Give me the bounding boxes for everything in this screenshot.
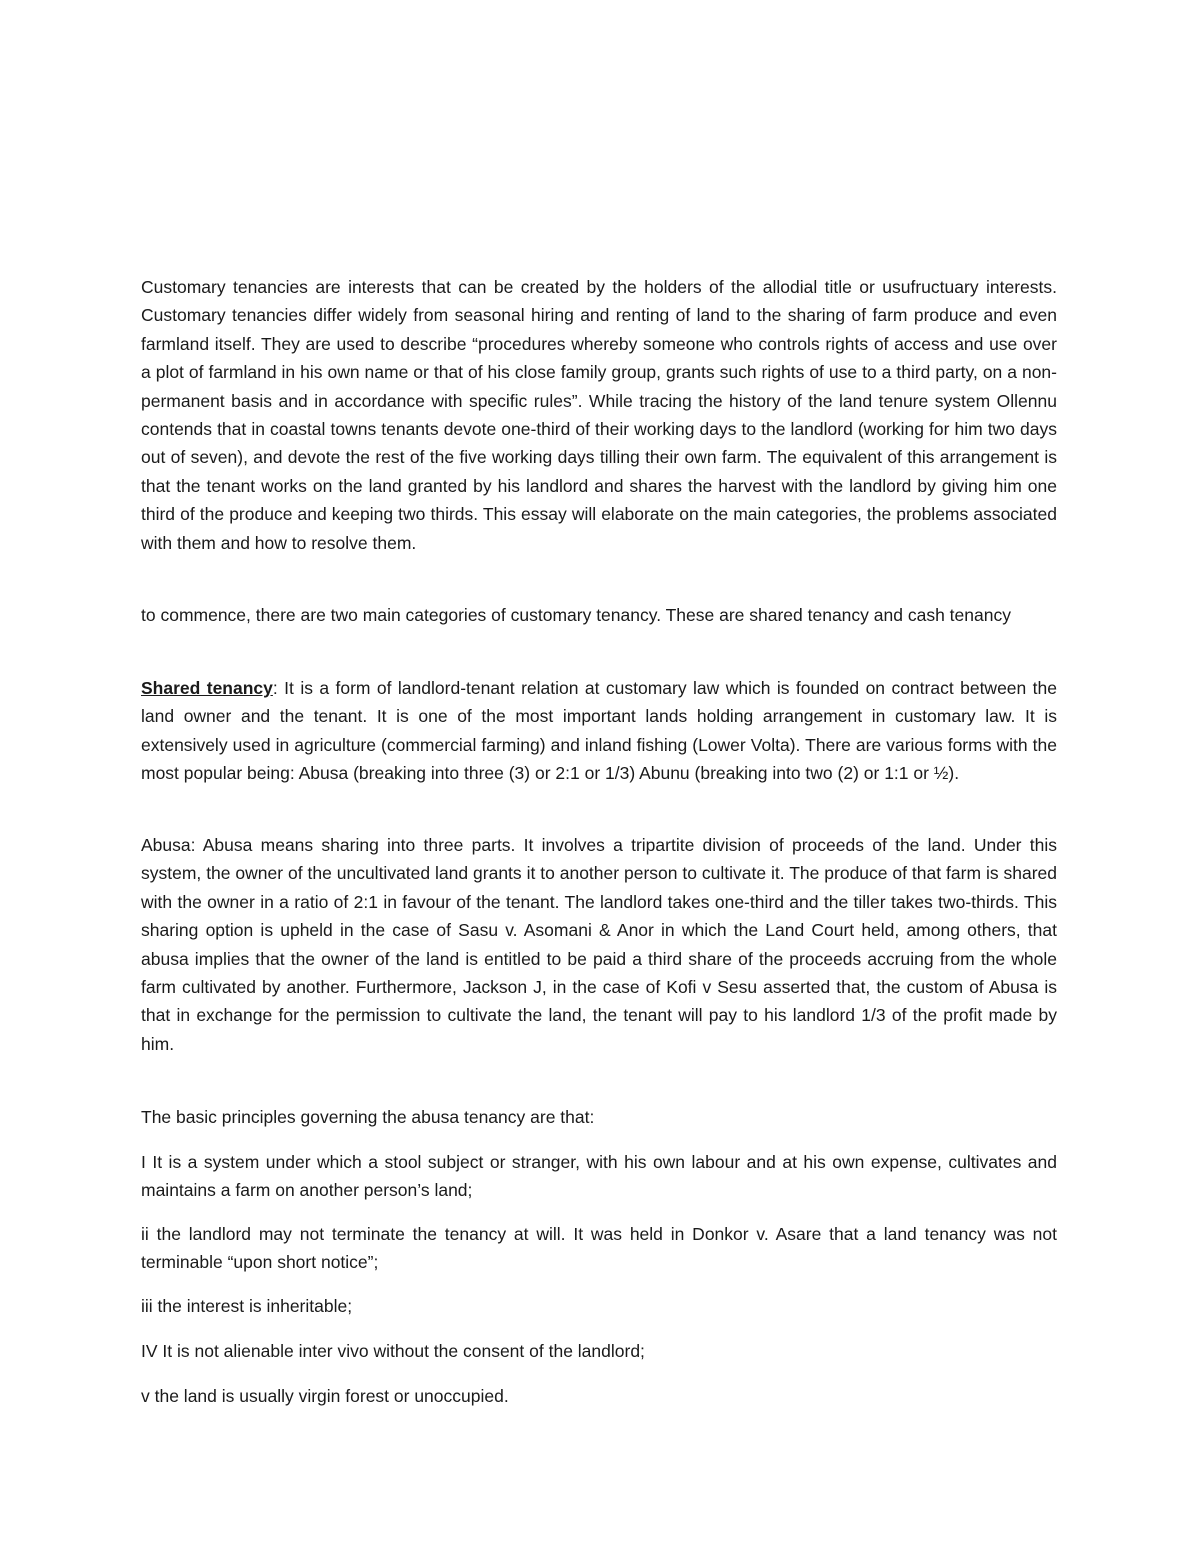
- abusa-paragraph: Abusa: Abusa means sharing into three parts. It involves a tripartite division of proceeds of the land. Under this system, the owner of the uncultivated land grants it to another person to cultivate it. The produce of that farm is shared with the owner in a ratio of 2:1 in favour of the tenant. The landlord takes one-third and the tiller takes two-thirds. This sharing option is upheld in the case of Sasu v. Asomani & Anor in which the Land Court held, among others, that abusa implies that the owner of the land is entitled to be paid a third share of the proceeds accruing from the whole farm cultivated by another. Furthermore, Jackson J, in the case of Kofi v Sesu asserted that, the custom of Abusa is that in exchange for the permission to cultivate the land, the tenant will pay to his landlord 1/3 of the profit made by him.: [141, 835, 1057, 1054]
- principle-item-1: I It is a system under which a stool subject or stranger, with his own labour and at his own expense, cultivates and maintains a farm on another person’s land;: [141, 1152, 1057, 1201]
- principle-item-5: v the land is usually virgin forest or unoccupied.: [141, 1386, 509, 1406]
- principle-item-3: iii the interest is inheritable;: [141, 1296, 353, 1316]
- shared-tenancy-colon: :: [272, 678, 278, 698]
- principles-intro: The basic principles governing the abusa tenancy are that:: [141, 1107, 595, 1127]
- intro-paragraph: Customary tenancies are interests that can be created by the holders of the allodial title or usufructuary interests. Customary tenancies differ widely from seasonal hiring and renting of land to the sharing of farm produce and even farmland itself. They are used to describe “procedures whereby someone who controls rights of access and use over a plot of farmland in his own name or that of his close family group, grants such rights of use to a third party, on a non-permanent basis and in accordance with specific rules”. While tracing the history of the land tenure system Ollennu contends that in coastal towns tenants devote one-third of their working days to the landlord (working for him two days out of seven), and devote the rest of the five working days tilling their own farm. The equivalent of this arrangement is that the tenant works on the land granted by his landlord and shares the harvest with the landlord by giving him one third of the produce and keeping two thirds. This essay will elaborate on the main categories, the problems associated with them and how to resolve them.: [141, 277, 1057, 553]
- shared-tenancy-paragraph: [141, 674, 1057, 788]
- principle-item-2: ii the landlord may not terminate the tenancy at will. It was held in Donkor v. Asare that a land tenancy was not terminable “upon short notice”;: [141, 1224, 1057, 1273]
- categories-paragraph: to commence, there are two main categories of customary tenancy. These are shared tenancy and cash tenancy: [141, 605, 1011, 625]
- shared-tenancy-heading: Shared tenancy: [141, 678, 273, 698]
- shared-tenancy-body: It is a form of landlord-tenant relation at customary law which is founded on contract between the land owner and the tenant. It is one of the most important lands holding arrangement in customary law. It is extensively used in agriculture (commercial farming) and inland fishing (Lower Volta). There are various forms with the most popular being: Abusa (breaking into three (3) or 2:1 or 1/3) Abunu (breaking into two (2) or 1:1 or ½).: [141, 678, 1058, 784]
- principle-item-4: IV It is not alienable inter vivo without the consent of the landlord;: [141, 1341, 645, 1361]
